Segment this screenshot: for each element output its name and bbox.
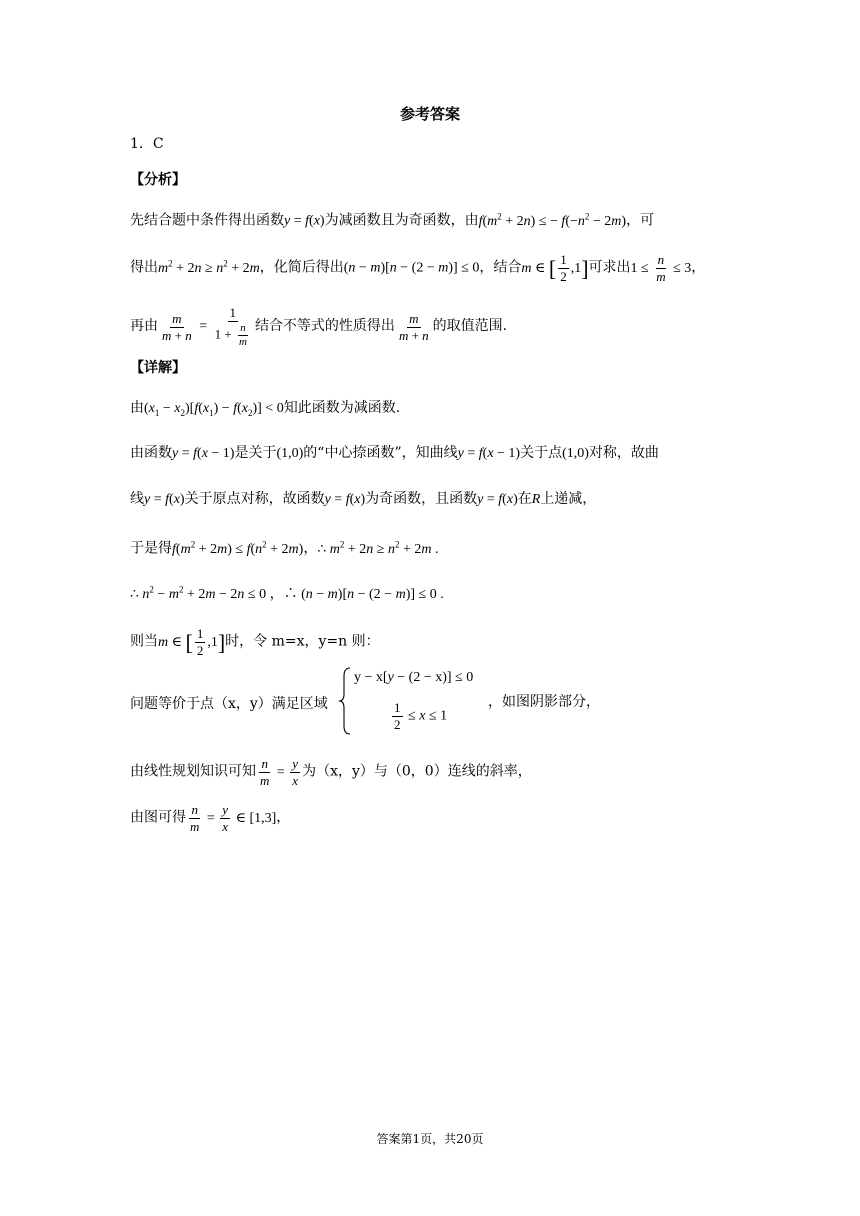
analysis-heading: 【分析】 <box>130 172 186 188</box>
text-fragment: 由函数 <box>130 445 172 461</box>
text-fragment: 关于原点对称，故函数 <box>184 491 325 507</box>
text-fragment: 由 <box>130 400 144 416</box>
math-formula: y = f(x) <box>284 213 325 229</box>
text-fragment: 关于点 <box>520 445 563 461</box>
detail-line-7-suffix: ，如图阴影部分， <box>488 694 600 710</box>
text-fragment: 对称，故曲 <box>588 445 659 461</box>
analysis-line-2: 得出$m^2 + 2n \ge n^2 + 2m$，化简后得出(n − m)[n − (2 − m)] ≤ 0，结合m ∈ [ $\frac{1}{2}$ ,1]可求出1 ≤ $\frac{n}{m}$ ≤ 3， <box>130 252 706 284</box>
math-formula: $(x_1 - x_2)[f(x_1) - f(x_2)] < 0$ <box>144 401 284 418</box>
text-fragment: 的“中心捺函数”，知曲线 <box>303 445 458 461</box>
math-formula: $\frac{m}{m + n}$ <box>398 310 429 343</box>
text-fragment: 由图可得 <box>130 809 186 826</box>
text-fragment: 的取值范围. <box>432 318 508 335</box>
math-formula: m ∈ [ $\frac{1}{2}$ ,1] <box>158 626 226 658</box>
text-fragment: ， <box>276 809 291 826</box>
text-fragment: 结合不等式的性质得出 <box>254 318 395 335</box>
inequality-row-1: y − x[y − (2 − x)] ≤ 0 <box>354 670 474 685</box>
detail-line-1 <box>130 398 400 423</box>
math-formula: R <box>531 492 541 507</box>
text-fragment: ，结合 <box>479 259 522 276</box>
math-formula: $\frac{n}{m}$ = $\frac{y}{x}$ ∈ [1,3] <box>190 802 277 834</box>
text-fragment: 知此函数为减函数. <box>283 400 401 416</box>
text-fragment: 于是得 <box>130 540 172 557</box>
math-formula: ∴ $n^2 - m^2 + 2m - 2n \le 0$ ，∴ (n − m)[n − (2 − m)] ≤ 0 . <box>130 584 444 602</box>
text-fragment: ，化简后得出 <box>259 259 344 276</box>
analysis-line-3 <box>130 305 507 349</box>
math-formula: ∴ $m^2 + 2n \ge n^2 + 2m$ . <box>317 539 439 557</box>
text-fragment: 线 <box>130 491 144 507</box>
math-formula: $m^2 + 2n \ge n^2 + 2m$ <box>158 258 260 276</box>
math-formula: y = f(x) <box>144 492 185 507</box>
detail-line-5 <box>130 579 444 605</box>
text-fragment: 先结合题中条件得出函数 <box>130 212 284 229</box>
detail-line-9 <box>130 802 290 835</box>
detail-line-8 <box>130 756 532 789</box>
math-formula: y = f(x) <box>477 492 518 507</box>
math-formula: 1 ≤ $\frac{n}{m}$ ≤ 3 <box>630 252 692 284</box>
text-fragment: 为减函数且为奇函数，由 <box>324 212 479 229</box>
math-formula: (n − m)[n − (2 − m)] ≤ 0 <box>343 260 480 276</box>
detail-line-6 <box>130 626 380 659</box>
text-fragment: 再由 <box>130 318 158 335</box>
text-fragment: 可求出 <box>588 259 631 276</box>
detail-line-7-label: 问题等价于点（x，y）满足区域 <box>130 696 328 712</box>
text-fragment: 在 <box>517 491 532 507</box>
inequality-row-2: $\frac{1}{2}$ ≤ x ≤ 1 <box>394 700 448 732</box>
math-formula: $\frac{n}{m}$ = $\frac{y}{x}$ <box>260 756 299 788</box>
text-fragment: 则当 <box>130 633 158 650</box>
question-number: 1．C <box>130 136 164 152</box>
math-formula: y = f(x) <box>324 492 366 507</box>
math-formula: (1,0) <box>562 446 589 461</box>
text-fragment: ，可 <box>626 212 655 229</box>
text-fragment: 是关于 <box>234 445 277 461</box>
detail-line-4 <box>130 534 439 560</box>
math-formula: $\frac{m}{m + n}$ = 1 1 + $\frac{n}{m}$ <box>162 305 247 348</box>
page-footer: 答案第1页，共20页 <box>376 1132 484 1146</box>
page-title: 参考答案 <box>399 105 460 123</box>
math-formula: y = f(x − 1) <box>457 446 521 461</box>
math-formula: $f(m^2 + 2m) \le f(n^2 + 2m)$ <box>172 539 304 557</box>
math-formula: $f(m^2 + 2n)$ ≤ − $f(-n^2 - 2m)$ <box>478 211 627 229</box>
text-fragment: 由线性规划知识可知 <box>130 763 256 780</box>
math-formula: (1,0) <box>276 446 304 461</box>
detail-line-2 <box>130 443 659 464</box>
text-fragment: 为奇函数，且函数 <box>365 491 478 507</box>
text-fragment: ， <box>303 540 318 557</box>
text-fragment: 得出 <box>130 259 158 276</box>
analysis-line-1 <box>130 206 654 232</box>
math-formula: y = f(x − 1) <box>172 446 235 461</box>
detail-heading: 【详解】 <box>130 360 186 376</box>
detail-line-3 <box>130 489 596 510</box>
text-fragment: 上递减， <box>540 491 597 507</box>
text-fragment: 为（x，y）与（0，0）连线的斜率， <box>302 763 532 780</box>
math-formula: m ∈ [ $\frac{1}{2}$ ,1] <box>521 252 589 284</box>
text-fragment: 时，令 m=x，y=n 则： <box>225 633 380 650</box>
